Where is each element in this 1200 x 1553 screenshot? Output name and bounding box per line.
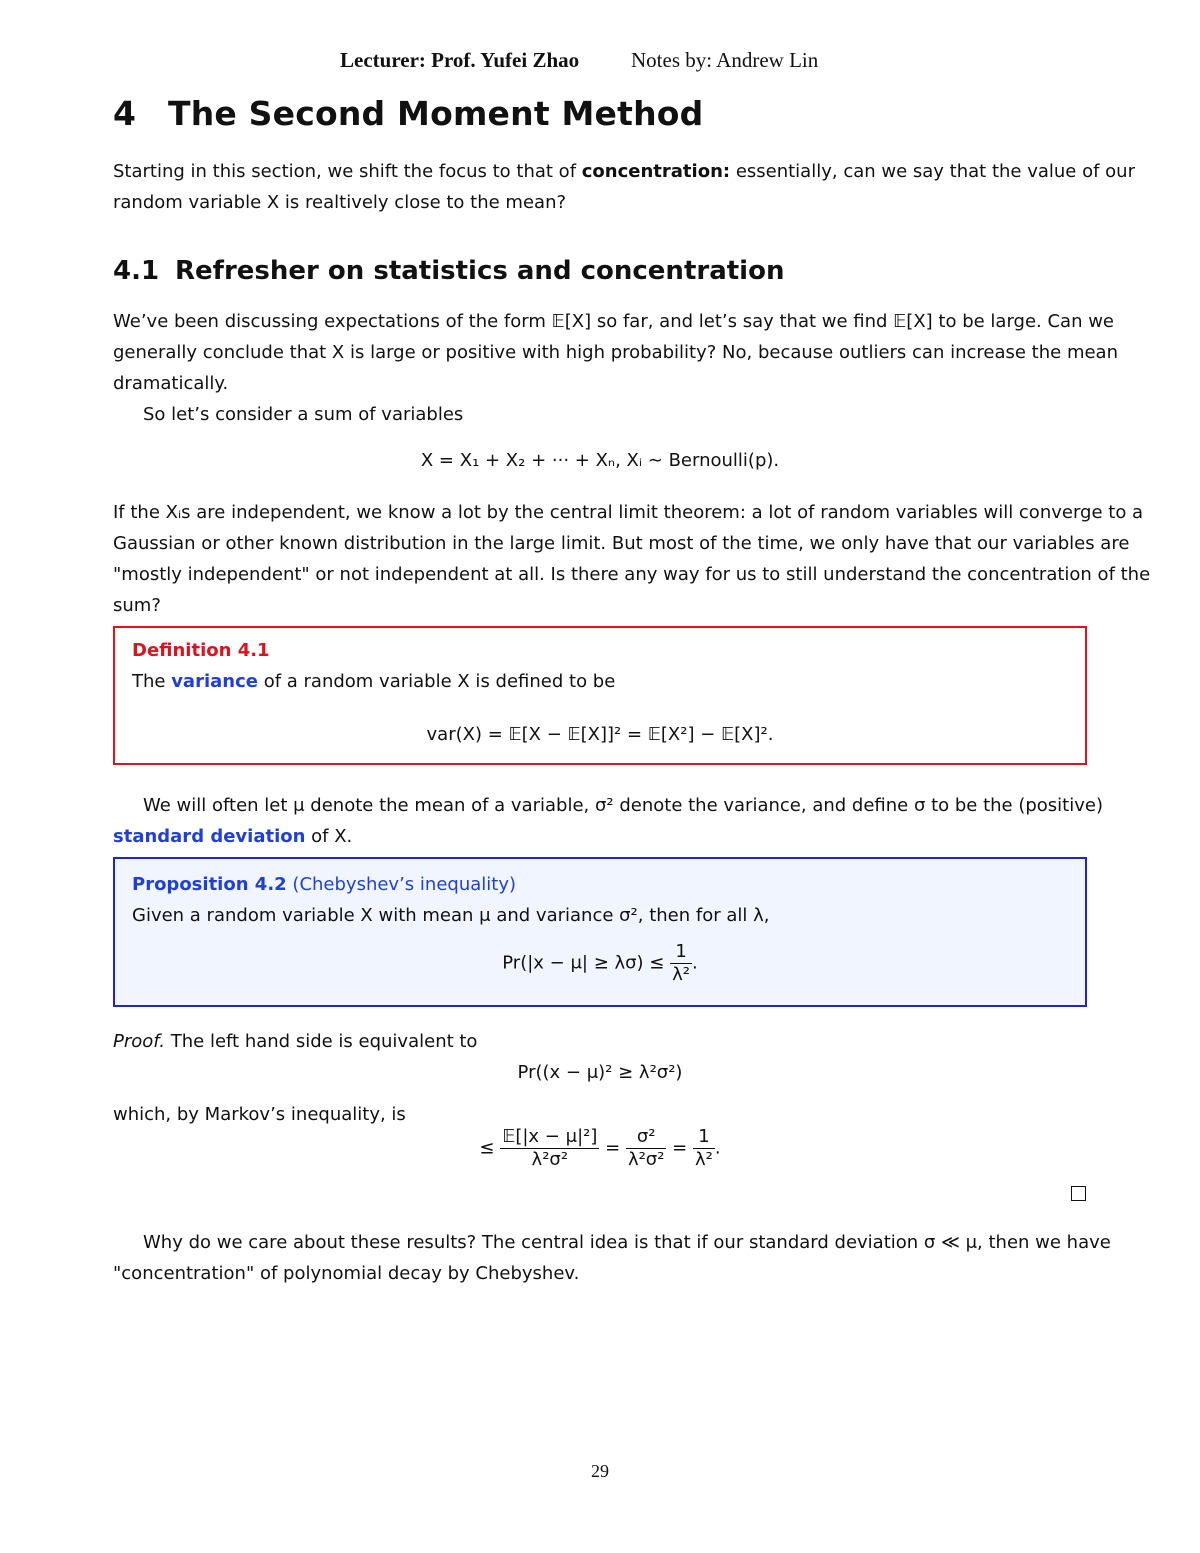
proof-intro (113, 1031, 477, 1052)
fraction-numerator: 𝔼[|x − μ|²] (502, 1126, 598, 1147)
definition-text (132, 671, 615, 692)
paragraph-why-care (113, 1227, 1111, 1289)
fraction (670, 941, 692, 986)
fraction (693, 1126, 715, 1171)
para-line: "concentration" of polynomial decay by Chebyshev. (113, 1263, 580, 1284)
definition-box (113, 626, 1087, 765)
intro-text: essentially, can we say that the value of our (730, 161, 1135, 182)
proposition-label: Proposition 4.2 (132, 874, 287, 895)
para-line: dramatically. (113, 373, 229, 394)
fraction-denominator: λ² (695, 1149, 713, 1170)
lecturer-label: Lecturer: Prof. Yufei Zhao (340, 48, 580, 72)
sum-equation: X = X₁ + X₂ + ··· + Xₙ, Xᵢ ∼ Bernoulli(p). (420, 450, 780, 471)
intro-paragraph (113, 156, 1135, 218)
fraction-denominator: λ²σ² (531, 1149, 569, 1170)
paragraph-independence (113, 497, 1151, 621)
intro-line-2: random variable X is realtively close to the mean? (113, 192, 567, 213)
proposition-name: (Chebyshev’s inequality) (292, 874, 516, 895)
para-line: So let’s consider a sum of variables (143, 404, 464, 425)
proof-label: Proof. (113, 1031, 166, 1052)
variance-term: variance (171, 671, 258, 692)
paragraph-expectations (113, 306, 1118, 430)
variance-equation: var(X) = 𝔼[X − 𝔼[X]]² = 𝔼[X²] − 𝔼[X]². (426, 724, 774, 745)
para-line: We’ve been discussing expectations of the form 𝔼[X] so far, and let’s say that we find 𝔼[X] to be large. Can we (113, 311, 1114, 332)
definition-text-post: of a random variable X is defined to be (257, 671, 616, 692)
section-heading (113, 94, 703, 133)
proof-markov-line: which, by Markov’s inequality, is (113, 1104, 406, 1125)
equals-sign: = (672, 1137, 688, 1159)
standard-deviation-term: standard deviation (113, 826, 306, 847)
definition-label-text: Definition 4.1 (132, 640, 270, 661)
leq-sign: ≤ (479, 1137, 495, 1159)
para-text: of X. (305, 826, 353, 847)
fraction-numerator: 1 (670, 941, 692, 964)
intro-text: Starting in this section, we shift the focus to that of (113, 161, 582, 182)
equals-sign: = (605, 1137, 621, 1159)
subsection-heading (113, 256, 784, 286)
chebyshev-lhs: Pr(|x − μ| ≥ λσ) ≤ (502, 952, 665, 974)
fraction-numerator: 1 (693, 1126, 715, 1149)
fraction-denominator: λ² (672, 964, 690, 985)
para-line: sum? (113, 595, 161, 616)
para-line: If the Xᵢs are independent, we know a lot by the central limit theorem: a lot of random variables will converge to a (113, 502, 1144, 523)
para-line (113, 821, 1087, 852)
subsection-number: 4.1 (113, 256, 160, 286)
section-number: 4 (113, 94, 137, 133)
proof-equation-1: Pr((x − μ)² ≥ λ²σ²) (517, 1062, 683, 1083)
fraction (500, 1126, 599, 1171)
proof-text: The left hand side is equivalent to (165, 1031, 478, 1052)
chebyshev-equation (115, 941, 1085, 986)
para-line: "mostly independent" or not independent at all. Is there any way for us to still understand the concentration of the (113, 564, 1151, 585)
subsection-title: Refresher on statistics and concentration (175, 256, 785, 286)
proposition-text: Given a random variable X with mean μ and variance σ², then for all λ, (132, 905, 770, 926)
concentration-term: concentration: (581, 161, 731, 182)
notes-by-label: Notes by: Andrew Lin (631, 48, 819, 72)
paragraph-std-dev (113, 790, 1103, 852)
para-line: generally conclude that X is large or positive with high probability? No, because outliers can increase the mean (113, 342, 1118, 363)
equation-end: . (714, 1137, 721, 1159)
para-line: We will often let μ denote the mean of a variable, σ² denote the variance, and define σ to be the (positive) (143, 795, 1103, 816)
qed-square-icon (1071, 1186, 1086, 1201)
proposition-box (113, 857, 1087, 1007)
fraction-denominator: λ²σ² (627, 1149, 665, 1170)
page-number: 29 (591, 1461, 609, 1481)
fraction-numerator: σ² (626, 1126, 667, 1149)
definition-text-pre: The (132, 671, 172, 692)
proposition-heading (132, 874, 516, 895)
intro-line-1 (113, 156, 1135, 187)
para-line: Gaussian or other known distribution in the large limit. But most of the time, we only have that our variables are (113, 533, 1130, 554)
section-title: The Second Moment Method (168, 94, 704, 133)
proof-equation-2 (0, 1126, 1200, 1171)
definition-label (132, 640, 270, 661)
para-line: Why do we care about these results? The central idea is that if our standard deviation σ ≪ μ, then we have (143, 1232, 1111, 1253)
equation-end: . (692, 952, 698, 974)
fraction (626, 1126, 667, 1171)
